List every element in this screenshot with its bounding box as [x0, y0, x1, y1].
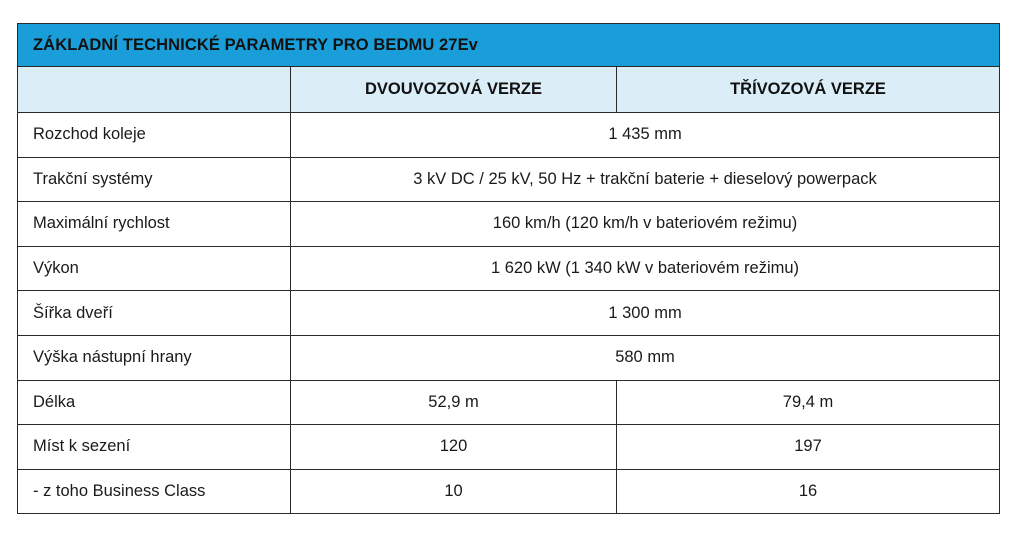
row-label: Trakční systémy	[18, 157, 291, 202]
table-row	[18, 202, 1000, 247]
row-value-two-car: 120	[291, 425, 617, 470]
row-value-shared: 580 mm	[291, 335, 1000, 380]
row-label: Maximální rychlost	[18, 202, 291, 247]
row-label: - z toho Business Class	[18, 469, 291, 514]
row-value-two-car: 52,9 m	[291, 380, 617, 425]
row-value-shared: 1 300 mm	[291, 291, 1000, 336]
table-row	[18, 157, 1000, 202]
table-row	[18, 425, 1000, 470]
row-label: Délka	[18, 380, 291, 425]
header-blank-cell	[18, 67, 291, 113]
table-row	[18, 335, 1000, 380]
table-row	[18, 291, 1000, 336]
row-value-three-car: 79,4 m	[617, 380, 1000, 425]
row-value-three-car: 197	[617, 425, 1000, 470]
header-three-car-version: TŘÍVOZOVÁ VERZE	[617, 67, 1000, 113]
row-label: Šířka dveří	[18, 291, 291, 336]
table-header-row	[18, 67, 1000, 113]
row-label: Rozchod koleje	[18, 113, 291, 158]
row-label: Míst k sezení	[18, 425, 291, 470]
row-value-shared: 1 620 kW (1 340 kW v bateriovém režimu)	[291, 246, 1000, 291]
row-value-shared: 3 kV DC / 25 kV, 50 Hz + trakční baterie + dieselový powerpack	[291, 157, 1000, 202]
technical-parameters-table	[17, 23, 1000, 514]
row-value-shared: 160 km/h (120 km/h v bateriovém režimu)	[291, 202, 1000, 247]
table-title: ZÁKLADNÍ TECHNICKÉ PARAMETRY PRO BEDMU 27Ev	[18, 24, 1000, 67]
row-value-shared: 1 435 mm	[291, 113, 1000, 158]
row-label: Výkon	[18, 246, 291, 291]
table-row	[18, 469, 1000, 514]
row-value-three-car: 16	[617, 469, 1000, 514]
table-row	[18, 113, 1000, 158]
table-title-row	[18, 24, 1000, 67]
table-row	[18, 380, 1000, 425]
row-label: Výška nástupní hrany	[18, 335, 291, 380]
row-value-two-car: 10	[291, 469, 617, 514]
header-two-car-version: DVOUVOZOVÁ VERZE	[291, 67, 617, 113]
table-row	[18, 246, 1000, 291]
